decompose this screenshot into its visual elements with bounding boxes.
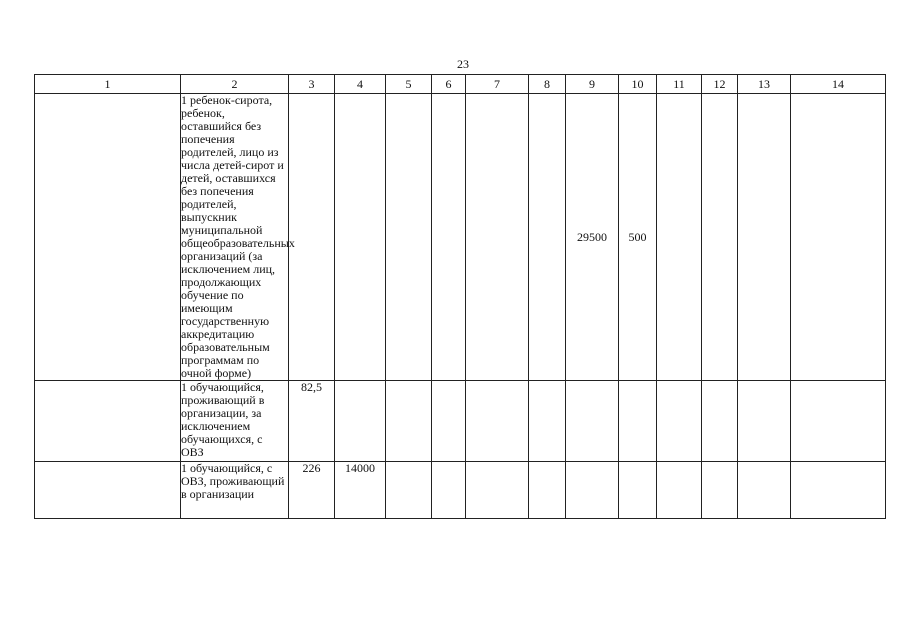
column-header: 12 [702, 75, 738, 94]
table-cell [657, 381, 702, 462]
column-header: 3 [289, 75, 335, 94]
column-header: 9 [566, 75, 619, 94]
table-cell [386, 462, 432, 519]
table-cell [566, 462, 619, 519]
table-cell [466, 381, 529, 462]
table-cell [335, 94, 386, 381]
table-cell: 500 [619, 94, 657, 381]
table-cell [466, 462, 529, 519]
row-description: 1 ребенок-сирота, ребенок, оставшийся без попечения родителей, лицо из числа детей-сирот и детей, оставшихся без попечения родителей, выпускник муниципальной общеобразовательных организаций (за исключением лиц, продолжающих обучение по имеющим государственную аккредитацию образовательным программам по очной форме) [181, 93, 295, 380]
page-number: 23 [457, 57, 469, 71]
table-cell [738, 94, 791, 381]
table-row [35, 462, 886, 519]
column-header: 11 [657, 75, 702, 94]
column-header: 5 [386, 75, 432, 94]
table-row [35, 94, 886, 381]
column-header: 1 [35, 75, 181, 94]
table-cell: 226 [289, 462, 335, 519]
table-cell [791, 381, 886, 462]
table-cell [566, 381, 619, 462]
table-cell [529, 94, 566, 381]
table-cell [702, 462, 738, 519]
table-cell [386, 381, 432, 462]
header-row [35, 75, 886, 94]
table-cell [466, 94, 529, 381]
empty-cell [35, 94, 181, 381]
table-cell [529, 381, 566, 462]
table-cell [702, 94, 738, 381]
row-description: 1 обучающийся, проживающий в организации, за исключением обучающихся, с ОВЗ [181, 381, 289, 462]
table-cell [432, 381, 466, 462]
table-cell [791, 94, 886, 381]
row-description: 1 обучающийся, с ОВЗ, проживающий в организации [181, 462, 289, 519]
column-header: 8 [529, 75, 566, 94]
table-cell [738, 381, 791, 462]
data-table [34, 74, 886, 519]
table-cell: 14000 [335, 462, 386, 519]
column-header: 10 [619, 75, 657, 94]
table-cell [386, 94, 432, 381]
table-cell [738, 462, 791, 519]
table-cell: 29500 [566, 94, 619, 381]
table-cell [702, 381, 738, 462]
empty-cell [35, 462, 181, 519]
column-header: 6 [432, 75, 466, 94]
table-cell [432, 94, 466, 381]
column-header: 7 [466, 75, 529, 94]
table-cell [432, 462, 466, 519]
table-cell [335, 381, 386, 462]
table-cell [289, 94, 335, 381]
column-header: 4 [335, 75, 386, 94]
table-row [35, 381, 886, 462]
empty-cell [35, 381, 181, 462]
table-cell [657, 94, 702, 381]
table-cell [619, 381, 657, 462]
table-cell [657, 462, 702, 519]
table-cell [791, 462, 886, 519]
column-header: 14 [791, 75, 886, 94]
table-cell [619, 462, 657, 519]
table-cell [529, 462, 566, 519]
column-header: 2 [181, 75, 289, 94]
table-cell: 82,5 [289, 381, 335, 462]
column-header: 13 [738, 75, 791, 94]
